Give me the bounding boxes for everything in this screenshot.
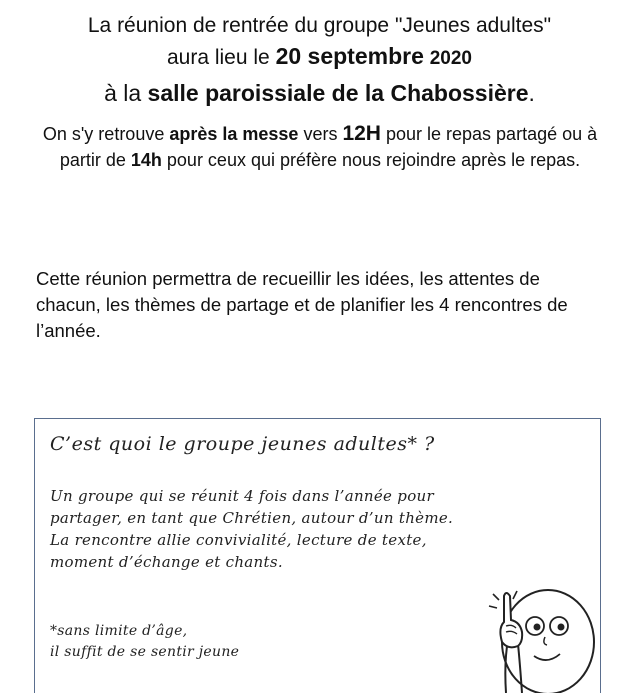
event-location: salle paroissiale de la Chabossière <box>147 80 529 106</box>
info-box-footnote <box>50 621 239 663</box>
schedule-time-12h: 12H <box>342 122 381 145</box>
footnote-line: il suffit de se sentir jeune <box>50 644 240 660</box>
info-box-body <box>50 485 453 573</box>
schedule-text-3: pour le repas partagé ou à partir de <box>59 124 598 170</box>
schedule-after-mass: après la messe <box>169 124 299 144</box>
info-box-body-line: moment d’échange et chants. <box>50 553 283 571</box>
heading-line-3-prefix: à la <box>104 80 148 106</box>
info-box-body-line: Un groupe qui se réunit 4 fois dans l’année pour <box>50 487 434 505</box>
schedule-text-1: On s'y retrouve <box>42 124 170 144</box>
heading-line-3 <box>0 80 639 107</box>
event-date: 20 septembre <box>275 43 424 69</box>
heading-line-3-suffix: . <box>528 80 535 106</box>
heading-line-2 <box>0 43 639 70</box>
info-box-body-line: partager, en tant que Chrétien, autour d’un thème. <box>50 509 454 527</box>
purpose-paragraph: Cette réunion permettra de recueillir les idées, les attentes de chacun, les thèmes de partage et de planifier les 4 rencontres de l’année. <box>36 268 568 341</box>
schedule-text-4: pour ceux qui préfère nous rejoindre après le repas. <box>161 150 581 170</box>
footnote-line: *sans limite d’âge, <box>50 623 188 639</box>
info-box-body-line: La rencontre allie convivialité, lecture de texte, <box>50 531 427 549</box>
heading-line-1: La réunion de rentrée du groupe "Jeunes adultes" <box>87 14 552 37</box>
schedule-text-2: vers <box>298 124 343 144</box>
pointing-cartoon-face-icon <box>480 582 610 693</box>
info-box-title: C’est quoi le groupe jeunes adultes* ? <box>50 433 435 455</box>
heading-line-2-prefix: aura lieu le <box>166 46 276 69</box>
schedule-time-14h: 14h <box>130 150 162 170</box>
schedule-info <box>20 121 620 173</box>
event-year: 2020 <box>429 48 472 69</box>
